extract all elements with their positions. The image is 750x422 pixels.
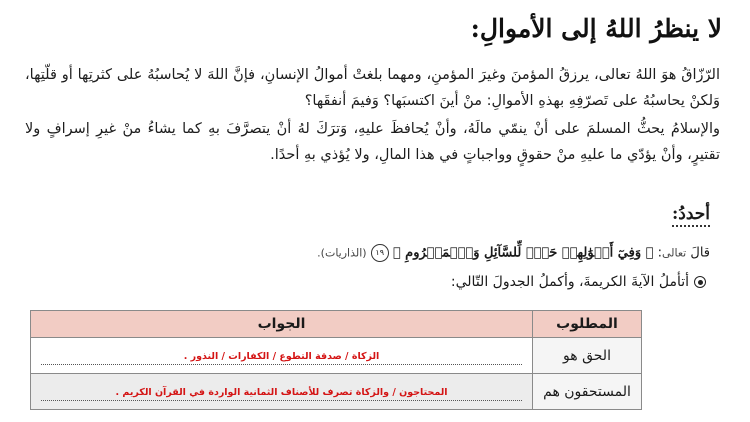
answer-cell-entitled[interactable] [31,374,533,410]
verse-text: ﴿ وَفِيٓ أَمۡوَٰلِهِمۡ حَقّٞ لِّلسَّآئِلِ وَٱلۡمَحۡرُومِ ﴾ [392,245,654,261]
answer-text-entitled: المحتاجون / والزكاة تصرف للأصناف الثمانية الواردة في القرآن الكريم . [41,387,522,401]
section-heading: لا ينظرُ اللهُ إلى الأموالِ: [470,14,722,43]
verse-source: (الذاريات). [317,246,367,260]
row-label-right: الحق هو [533,338,642,374]
ayah-number-icon: ١٩ [371,244,389,262]
row-label-entitled: المستحقون هم [533,374,642,410]
table-row [31,374,642,410]
header-required: المطلوب [533,311,642,338]
quran-verse-line: قالَ تعالى: ﴿ وَفِيٓ أَمۡوَٰلِهِمۡ حَقّٞ لِّلسَّآئِلِ وَٱلۡمَحۡرُومِ ﴾ ١٩ (الذاريات). [317,245,710,261]
verse-honorific: تعالى [661,246,687,260]
answer-table [30,310,642,410]
table-header-row [31,311,642,338]
table-row [31,338,642,374]
header-answer: الجواب [31,311,533,338]
answer-text-right: الزكاة / صدقة التطوع / الكفارات / النذور . [41,351,522,365]
answer-cell-right[interactable] [31,338,533,374]
instruction-line [451,274,706,290]
paragraph-1: الرّزّاقُ هوَ اللهُ تعالى، يرزقُ المؤمنَ وغيرَ المؤمنِ، ومهما بلغتْ أموالُ الإنسانِ، فإنَّ اللهَ لا يُحاسبُهُ على كثرتِها أو قلّتِها، وَلكنْ يحاسبُهُ على تَصرّفِهِ بهذهِ الأموالِ: منْ أينَ اكتسبَها؟ وَفيمَ أنفقَها؟ [25,67,720,109]
paragraph-2: والإسلامُ يحثُّ المسلمَ على أنْ ينمّي مالَهُ، وأنْ يُحافظَ عليهِ، وَترَكَ لهُ أنْ يتصرَّفَ بهِ كما يشاءُ منْ غيرِ إسرافٍ ولا تقتيرٍ، وأنْ يؤدّي ما عليهِ منْ حقوقٍ وواجباتٍ في هذا المالِ، ولا يُؤذي بهِ أحدًا. [25,121,720,163]
verse-intro: قالَ [690,245,710,261]
instruction-text: أتأملُ الآيةَ الكريمةَ، وأكملُ الجدولَ التّالي: [450,274,689,290]
activity-subheading: أحددُ: [672,204,710,227]
bullet-icon [694,276,706,288]
